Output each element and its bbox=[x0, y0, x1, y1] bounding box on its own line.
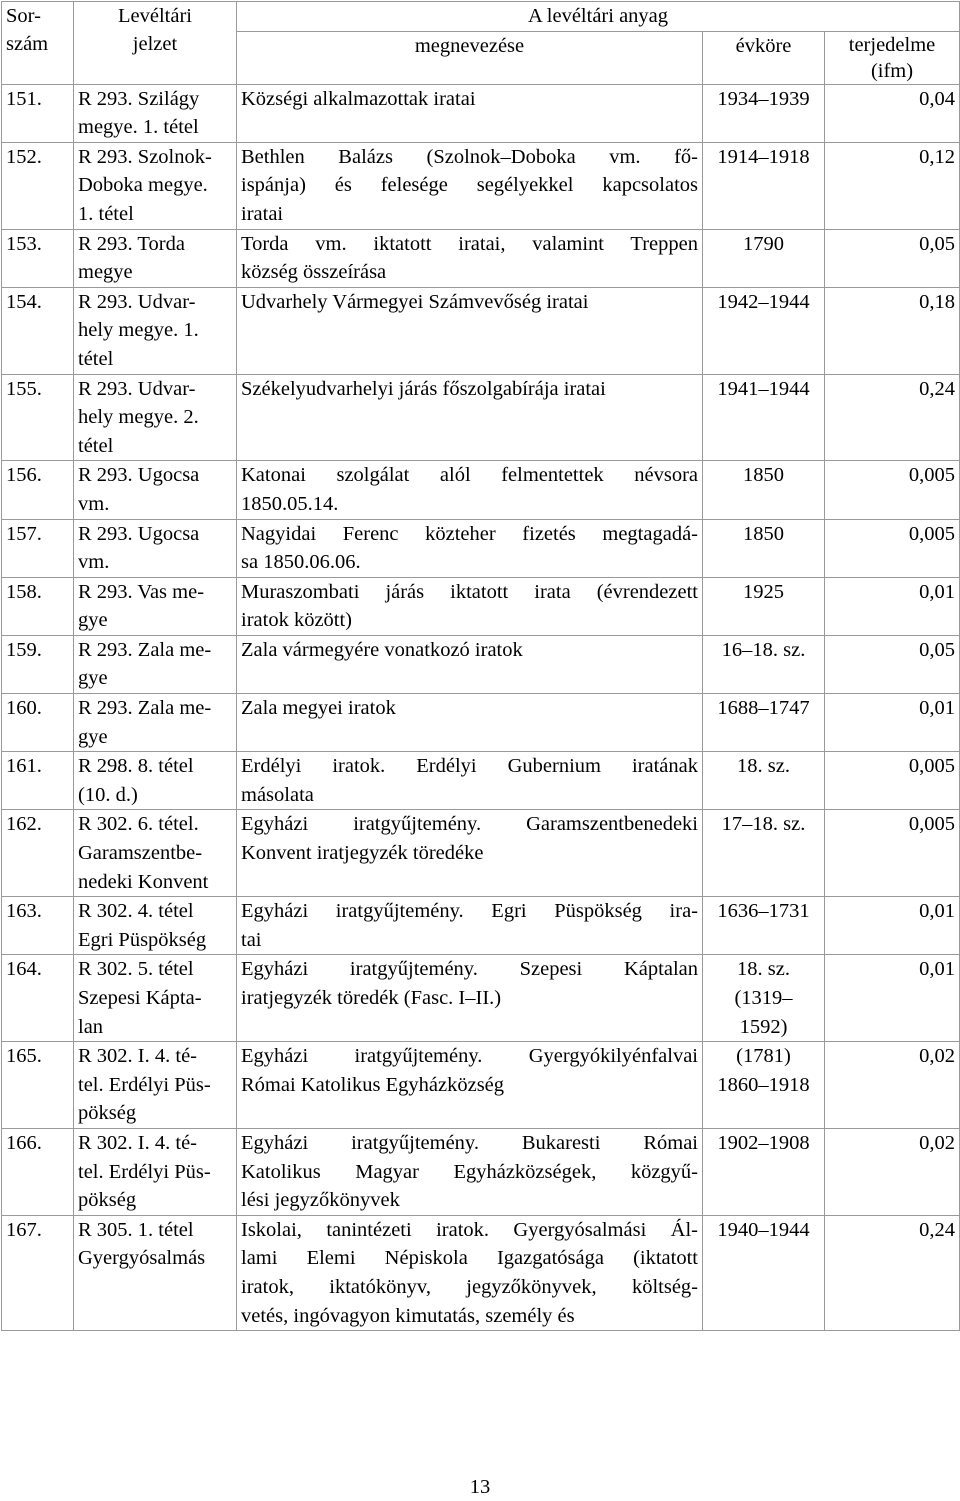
extent-cell: 0,05 bbox=[825, 635, 960, 693]
material-name-line: Konvent iratjegyzék töredéke bbox=[241, 842, 484, 865]
archive-records-table bbox=[1, 1, 960, 1331]
serial-number-cell: 162. bbox=[2, 810, 74, 897]
archival-code-cell bbox=[74, 461, 237, 519]
archival-code-line: vm. bbox=[78, 551, 110, 574]
years-cell bbox=[703, 577, 825, 635]
header-name: megnevezése bbox=[237, 31, 703, 84]
archival-code-line: R 293. Zala me- bbox=[78, 697, 212, 720]
material-name-line: Nagyidai Ferenc közteher fizetés megtagadá- bbox=[241, 522, 698, 545]
archival-code-line: R 293. Ugocsa bbox=[78, 522, 200, 545]
years-line: 1942–1944 bbox=[717, 290, 810, 313]
archival-code-line: R 302. I. 4. té- bbox=[78, 1131, 197, 1154]
material-name-cell bbox=[237, 635, 703, 693]
archival-code-cell bbox=[74, 810, 237, 897]
material-name-line: Egyházi iratgyűjtemény. Bukaresti Római bbox=[241, 1131, 698, 1154]
years-cell bbox=[703, 461, 825, 519]
archival-code-cell bbox=[74, 897, 237, 955]
material-name-line: vetés, ingóvagyon kimutatás, személy és bbox=[241, 1304, 575, 1327]
archival-code-cell bbox=[74, 1215, 237, 1330]
table-row bbox=[2, 229, 960, 287]
material-name-cell bbox=[237, 752, 703, 810]
header-years: évköre bbox=[703, 31, 825, 84]
archival-code-line: gye bbox=[78, 609, 108, 632]
years-cell bbox=[703, 955, 825, 1042]
years-cell bbox=[703, 287, 825, 374]
archival-code-line: gye bbox=[78, 667, 108, 690]
archival-code-cell bbox=[74, 1128, 237, 1215]
archival-code-line: megye. 1. tétel bbox=[78, 116, 199, 139]
table-row bbox=[2, 897, 960, 955]
material-name-line: másolata bbox=[241, 783, 314, 806]
header-line: szám bbox=[6, 33, 49, 55]
material-name-line: Katolikus Magyar Egyházközségek, közgyű- bbox=[241, 1160, 698, 1183]
years-cell bbox=[703, 635, 825, 693]
material-name-line: Községi alkalmazottak iratai bbox=[241, 87, 476, 110]
material-name-cell bbox=[237, 142, 703, 229]
archival-code-line: R 293. Torda bbox=[78, 232, 185, 255]
table-row bbox=[2, 84, 960, 142]
archival-code-line: R 293. Udvar- bbox=[78, 377, 196, 400]
archival-code-line: R 293. Szolnok- bbox=[78, 145, 212, 168]
years-line: 1636–1731 bbox=[717, 900, 810, 923]
archival-code-cell bbox=[74, 519, 237, 577]
material-name-line: iratjegyzék töredék (Fasc. I–II.) bbox=[241, 987, 502, 1009]
years-cell bbox=[703, 142, 825, 229]
archival-code-line: nedeki Konvent bbox=[78, 870, 209, 893]
header-line: terjedelme bbox=[848, 33, 936, 56]
archival-code-line: tel. Erdélyi Püs- bbox=[78, 1073, 211, 1096]
archival-code-line: R 302. 4. tétel bbox=[78, 900, 194, 923]
serial-number-cell: 154. bbox=[2, 287, 74, 374]
material-name-line: Bethlen Balázs (Szolnok–Doboka vm. fő- bbox=[241, 145, 698, 168]
extent-cell: 0,18 bbox=[825, 287, 960, 374]
archival-code-line: pökség bbox=[78, 1102, 137, 1125]
material-name-line: Udvarhely Vármegyei Számvevőség iratai bbox=[241, 290, 589, 313]
table-row bbox=[2, 287, 960, 374]
archival-code-line: R 293. Ugocsa bbox=[78, 464, 200, 487]
extent-cell: 0,02 bbox=[825, 1128, 960, 1215]
table-row bbox=[2, 142, 960, 229]
archival-code-line: R 302. 5. tétel bbox=[78, 958, 194, 981]
table-row bbox=[2, 752, 960, 810]
years-cell bbox=[703, 84, 825, 142]
material-name-cell bbox=[237, 897, 703, 955]
serial-number-cell: 160. bbox=[2, 694, 74, 752]
extent-cell: 0,01 bbox=[825, 577, 960, 635]
years-line: 1592) bbox=[739, 1015, 788, 1038]
archival-code-cell bbox=[74, 142, 237, 229]
extent-cell: 0,01 bbox=[825, 694, 960, 752]
header-serial-number bbox=[2, 2, 74, 85]
archival-code-cell bbox=[74, 374, 237, 461]
archival-code-line: vm. bbox=[78, 492, 110, 515]
archival-code-line: lan bbox=[78, 1015, 104, 1038]
material-name-cell bbox=[237, 461, 703, 519]
material-name-line: Egyházi iratgyűjtemény. Szepesi Káptalan bbox=[241, 958, 698, 981]
years-line: (1319– bbox=[734, 987, 793, 1009]
material-name-cell bbox=[237, 1215, 703, 1330]
archival-code-cell bbox=[74, 694, 237, 752]
archival-code-line: R 293. Vas me- bbox=[78, 580, 205, 603]
archival-code-line: tétel bbox=[78, 434, 114, 457]
archival-code-line: Egri Püspökség bbox=[78, 928, 207, 951]
table-row bbox=[2, 374, 960, 461]
archival-code-line: R 298. 8. tétel bbox=[78, 755, 194, 778]
material-name-line: sa 1850.06.06. bbox=[241, 551, 361, 574]
serial-number-cell: 151. bbox=[2, 84, 74, 142]
extent-cell: 0,005 bbox=[825, 810, 960, 897]
archival-code-cell bbox=[74, 229, 237, 287]
serial-number-cell: 165. bbox=[2, 1042, 74, 1129]
years-line: 1790 bbox=[743, 232, 784, 255]
material-name-line: Egyházi iratgyűjtemény. Garamszentbenedeki bbox=[241, 813, 698, 836]
extent-cell: 0,01 bbox=[825, 897, 960, 955]
material-name-line: község összeírása bbox=[241, 261, 387, 284]
table-row bbox=[2, 1128, 960, 1215]
years-line: 18. sz. bbox=[737, 755, 790, 778]
archival-code-cell bbox=[74, 84, 237, 142]
header-line: (ifm) bbox=[870, 59, 914, 82]
material-name-line: Zala vármegyére vonatkozó iratok bbox=[241, 638, 523, 661]
years-line: 1914–1918 bbox=[717, 145, 810, 168]
serial-number-cell: 156. bbox=[2, 461, 74, 519]
header-archival-material: A levéltári anyag bbox=[237, 2, 960, 32]
material-name-line: Egyházi iratgyűjtemény. Egri Püspökség ira- bbox=[241, 900, 698, 923]
years-cell bbox=[703, 519, 825, 577]
years-cell bbox=[703, 229, 825, 287]
table-row bbox=[2, 694, 960, 752]
years-cell bbox=[703, 752, 825, 810]
material-name-cell bbox=[237, 84, 703, 142]
material-name-cell bbox=[237, 374, 703, 461]
archival-code-line: Garamszentbe- bbox=[78, 842, 203, 865]
serial-number-cell: 155. bbox=[2, 374, 74, 461]
archival-code-line: Doboka megye. bbox=[78, 174, 208, 197]
archival-code-line: R 302. I. 4. té- bbox=[78, 1045, 197, 1068]
years-line: 1688–1747 bbox=[717, 697, 810, 720]
extent-cell: 0,005 bbox=[825, 752, 960, 810]
archival-code-line: R 293. Udvar- bbox=[78, 290, 196, 313]
years-cell bbox=[703, 694, 825, 752]
archival-code-line: Szepesi Kápta- bbox=[78, 987, 202, 1009]
table-row bbox=[2, 955, 960, 1042]
material-name-line: Katonai szolgálat alól felmentettek névsora bbox=[241, 464, 698, 487]
material-name-line: iratai bbox=[241, 202, 284, 225]
years-line: 1850 bbox=[743, 522, 784, 545]
material-name-cell bbox=[237, 229, 703, 287]
table-row bbox=[2, 519, 960, 577]
material-name-line: lési jegyzőkönyvek bbox=[241, 1189, 400, 1212]
table-row bbox=[2, 810, 960, 897]
material-name-cell bbox=[237, 519, 703, 577]
archival-code-line: 1. tétel bbox=[78, 202, 134, 225]
extent-cell: 0,04 bbox=[825, 84, 960, 142]
material-name-line: iratok, iktatókönyv, jegyzőkönyvek, költség- bbox=[241, 1275, 698, 1298]
archival-code-line: tel. Erdélyi Püs- bbox=[78, 1160, 211, 1183]
material-name-line: Erdélyi iratok. Erdélyi Gubernium iratának bbox=[241, 755, 698, 778]
serial-number-cell: 163. bbox=[2, 897, 74, 955]
material-name-line: 1850.05.14. bbox=[241, 492, 339, 515]
page-number: 13 bbox=[469, 1476, 491, 1498]
years-line: 1860–1918 bbox=[717, 1073, 810, 1096]
material-name-cell bbox=[237, 1128, 703, 1215]
extent-cell: 0,005 bbox=[825, 519, 960, 577]
table-row bbox=[2, 577, 960, 635]
material-name-line: Székelyudvarhelyi járás főszolgabírája iratai bbox=[241, 377, 606, 400]
material-name-line: Római Katolikus Egyházközség bbox=[241, 1073, 505, 1096]
extent-cell: 0,05 bbox=[825, 229, 960, 287]
material-name-line: Egyházi iratgyűjtemény. Gyergyókilyénfalvai bbox=[241, 1045, 698, 1068]
archival-code-line: hely megye. 1. bbox=[78, 319, 199, 342]
archival-code-line: R 305. 1. tétel bbox=[78, 1218, 194, 1241]
serial-number-cell: 161. bbox=[2, 752, 74, 810]
years-line: 1941–1944 bbox=[717, 377, 810, 400]
extent-cell: 0,01 bbox=[825, 955, 960, 1042]
archival-code-line: tétel bbox=[78, 347, 114, 370]
archival-code-line: (10. d.) bbox=[78, 783, 138, 806]
archival-code-line: gye bbox=[78, 725, 108, 748]
material-name-cell bbox=[237, 810, 703, 897]
table-row bbox=[2, 1042, 960, 1129]
years-cell bbox=[703, 1215, 825, 1330]
header-line: Sor- bbox=[6, 5, 41, 27]
table-row bbox=[2, 1215, 960, 1330]
material-name-cell bbox=[237, 577, 703, 635]
archival-code-cell bbox=[74, 1042, 237, 1129]
years-cell bbox=[703, 897, 825, 955]
extent-cell: 0,24 bbox=[825, 374, 960, 461]
header-line: jelzet bbox=[132, 33, 178, 55]
header-extent bbox=[825, 31, 960, 84]
years-line: 1940–1944 bbox=[717, 1218, 810, 1241]
archival-code-line: R 302. 6. tétel. bbox=[78, 813, 199, 836]
archival-code-line: R 293. Szilágy bbox=[78, 87, 200, 110]
serial-number-cell: 152. bbox=[2, 142, 74, 229]
serial-number-cell: 159. bbox=[2, 635, 74, 693]
table-row bbox=[2, 461, 960, 519]
archival-code-cell bbox=[74, 955, 237, 1042]
archival-code-line: Gyergyósalmás bbox=[78, 1247, 206, 1270]
table-row bbox=[2, 635, 960, 693]
material-name-line: Torda vm. iktatott iratai, valamint Treppen bbox=[241, 232, 698, 255]
header-line: Levéltári bbox=[118, 5, 192, 27]
material-name-line: Muraszombati járás iktatott irata (évrendezett bbox=[241, 580, 698, 603]
years-line: 16–18. sz. bbox=[721, 638, 806, 661]
years-line: 1934–1939 bbox=[717, 87, 810, 110]
material-name-cell bbox=[237, 1042, 703, 1129]
years-cell bbox=[703, 374, 825, 461]
years-line: 17–18. sz. bbox=[721, 813, 806, 836]
extent-cell: 0,12 bbox=[825, 142, 960, 229]
years-line: 1902–1908 bbox=[717, 1131, 810, 1154]
years-cell bbox=[703, 810, 825, 897]
archival-code-line: R 293. Zala me- bbox=[78, 638, 212, 661]
material-name-line: Zala megyei iratok bbox=[241, 697, 396, 720]
archival-code-cell bbox=[74, 752, 237, 810]
archival-code-line: hely megye. 2. bbox=[78, 406, 199, 429]
material-name-line: iratok között) bbox=[241, 609, 353, 632]
extent-cell: 0,24 bbox=[825, 1215, 960, 1330]
years-cell bbox=[703, 1042, 825, 1129]
extent-cell: 0,02 bbox=[825, 1042, 960, 1129]
years-cell bbox=[703, 1128, 825, 1215]
material-name-cell bbox=[237, 694, 703, 752]
archival-code-line: megye bbox=[78, 261, 133, 284]
material-name-cell bbox=[237, 955, 703, 1042]
years-line: 1850 bbox=[743, 464, 784, 487]
years-line: 18. sz. bbox=[737, 958, 790, 981]
archival-code-cell bbox=[74, 635, 237, 693]
material-name-line: Iskolai, tanintézeti iratok. Gyergyósalmási Ál- bbox=[241, 1218, 698, 1241]
serial-number-cell: 166. bbox=[2, 1128, 74, 1215]
years-line: (1781) bbox=[736, 1045, 791, 1068]
header-row-top bbox=[2, 2, 960, 32]
serial-number-cell: 153. bbox=[2, 229, 74, 287]
serial-number-cell: 157. bbox=[2, 519, 74, 577]
serial-number-cell: 158. bbox=[2, 577, 74, 635]
serial-number-cell: 164. bbox=[2, 955, 74, 1042]
archival-code-line: pökség bbox=[78, 1189, 137, 1212]
material-name-line: tai bbox=[241, 928, 262, 951]
material-name-line: lami Elemi Népiskola Igazgatósága (iktatott bbox=[241, 1247, 698, 1270]
material-name-line: ispánja) és felesége segélyekkel kapcsolatos bbox=[241, 174, 698, 197]
years-line: 1925 bbox=[743, 580, 784, 603]
archival-code-cell bbox=[74, 287, 237, 374]
header-archival-code bbox=[74, 2, 237, 85]
archival-code-cell bbox=[74, 577, 237, 635]
serial-number-cell: 167. bbox=[2, 1215, 74, 1330]
extent-cell: 0,005 bbox=[825, 461, 960, 519]
material-name-cell bbox=[237, 287, 703, 374]
